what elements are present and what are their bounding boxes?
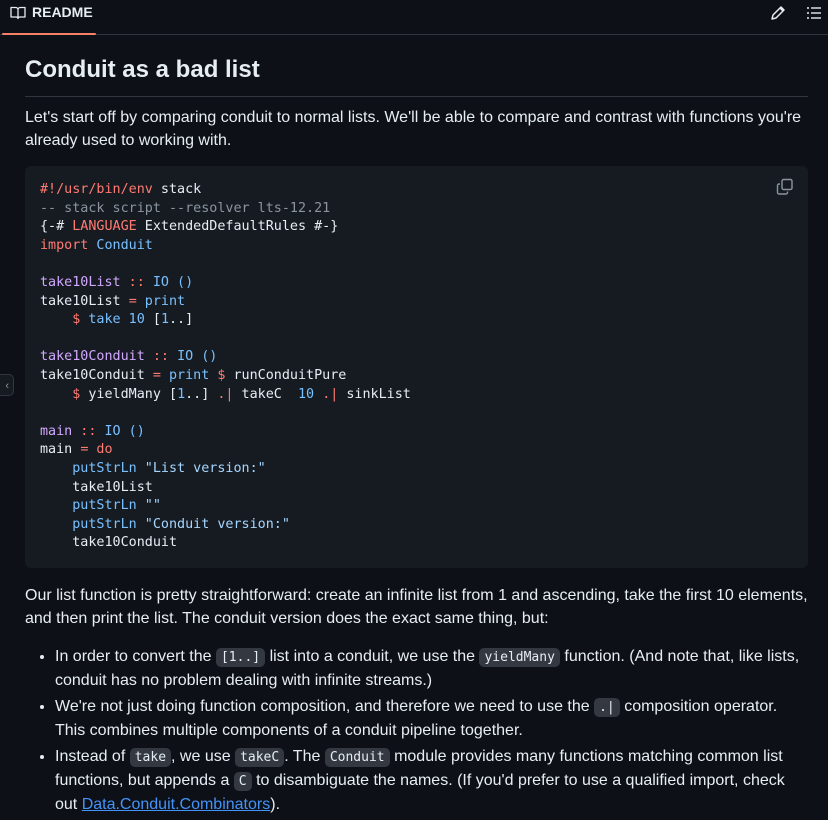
outline-list-icon[interactable]: [804, 3, 824, 23]
intro-paragraph: Let's start off by comparing conduit to normal lists. We'll be able to compare and contrast with functions you're already used to working with.: [25, 109, 802, 149]
inline-code: Conduit: [325, 748, 390, 767]
book-icon: [10, 5, 26, 21]
tab-label: README: [32, 4, 93, 20]
differences-list: [25, 645, 808, 819]
inline-code: [1..]: [216, 648, 265, 667]
active-tab-indicator: [2, 33, 96, 35]
inline-code: take: [130, 748, 171, 767]
chevron-left-icon: ‹: [5, 380, 9, 392]
inline-code: takeC: [235, 748, 284, 767]
sidebar-collapse-handle[interactable]: [0, 374, 14, 396]
list-item: • We're not just doing function composition, and therefore we need to use the .| composition operator. This combines multiple components of a conduit pipeline together.: [55, 695, 808, 742]
pencil-icon[interactable]: [768, 3, 788, 23]
heading-divider: [25, 96, 808, 97]
section-heading: Conduit as a bad list: [25, 56, 260, 83]
copy-icon[interactable]: [776, 178, 794, 196]
list-item: • Instead of take , we use takeC . The Conduit module provides many functions matching common list functions, but appends a C to disambiguate the names. (If you'd prefer to use a qualified import, check out Data.Conduit.Combinators).: [55, 745, 808, 816]
code-content: #!/usr/bin/env stack -- stack script --resolver lts-12.21 {-# LANGUAGE ExtendedDefaultRules #-} import Conduit take10List :: IO () take10List = print $ take 10 [1..] take10Conduit :: IO () take10Conduit = print $ runConduitPure $ yieldMany [1..] .| takeC 10 .| sinkList main :: IO () main = do putStrLn "List version:" take10List putStrLn "" putStrLn "Conduit version:" take10Conduit: [40, 182, 411, 551]
explanation-paragraph: Our list function is pretty straightforward: create an infinite list from 1 and ascending, take the first 10 elements, and then print the list. The conduit version does the exact same thing, but:: [25, 587, 808, 627]
list-item: • In order to convert the [1..] list into a conduit, we use the yieldMany function. (And note that, like lists, conduit has no problem dealing with infinite streams.): [55, 645, 808, 692]
tab-readme[interactable]: [0, 0, 96, 34]
readme-header: [0, 0, 828, 35]
inline-code: .|: [594, 698, 620, 717]
inline-code: yieldMany: [479, 648, 559, 667]
inline-code: C: [234, 772, 252, 791]
combinators-link[interactable]: Data.Conduit.Combinators: [81, 796, 271, 813]
